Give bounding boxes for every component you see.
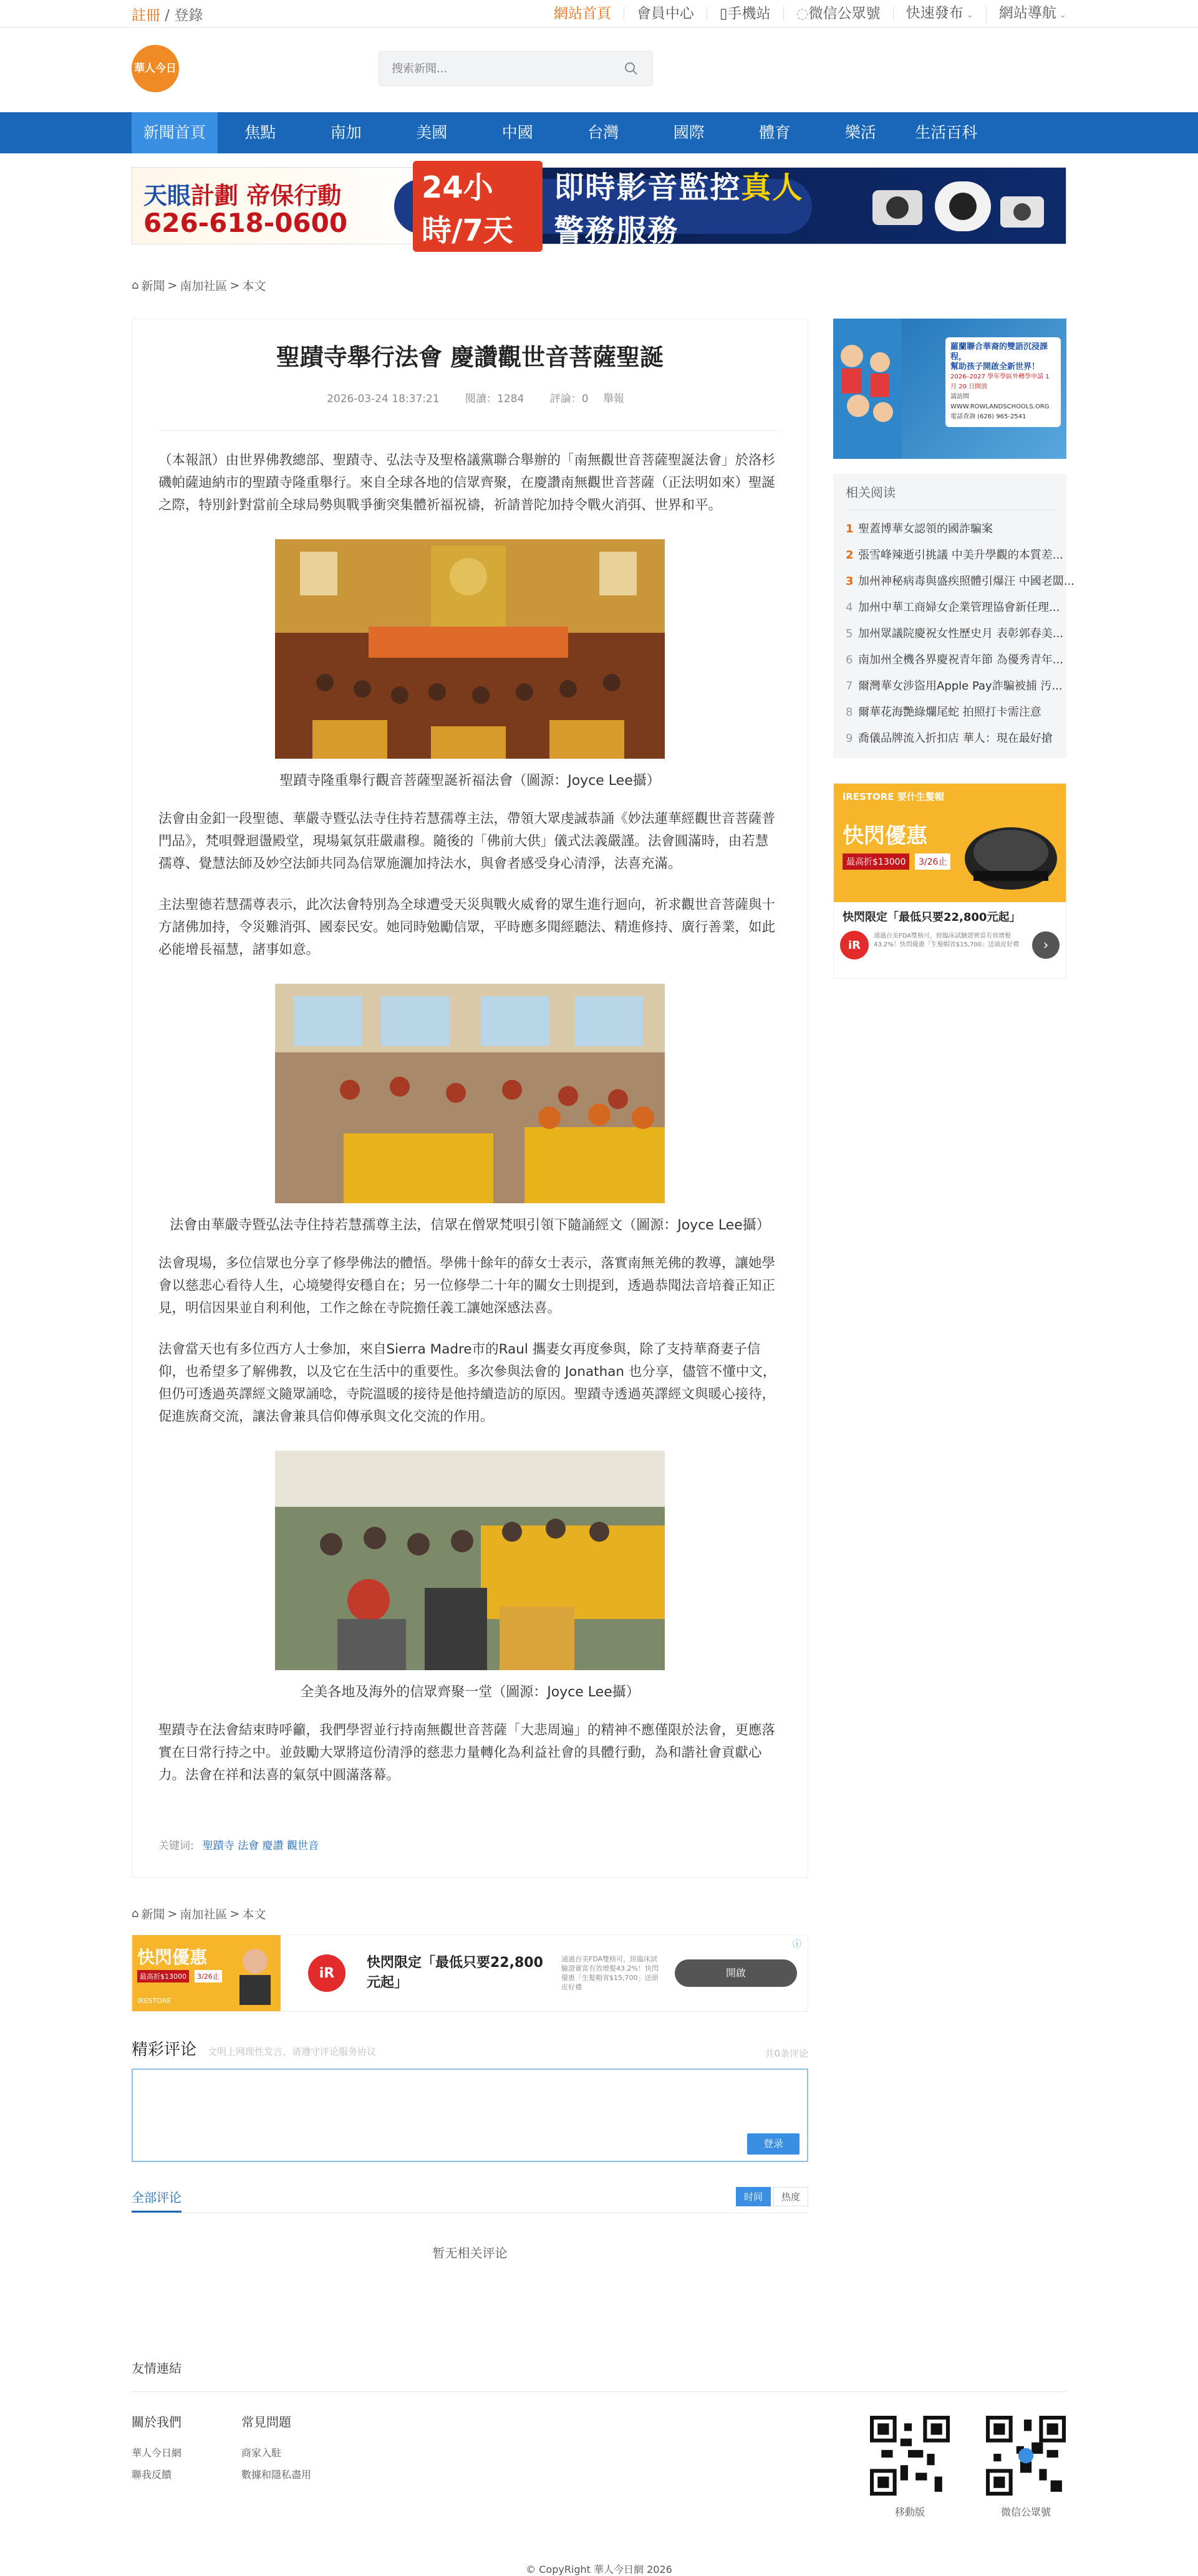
article-title: 聖蹟寺舉行法會 慶讚觀世音菩薩聖誕 <box>276 344 664 371</box>
arrow-right-icon[interactable]: › <box>1032 931 1060 959</box>
breadcrumb-sep: > <box>229 1906 240 1921</box>
nav-socal[interactable]: 南加 <box>330 123 362 142</box>
banner-brand-a: 天眼 <box>143 181 191 209</box>
wechat-icon: ◌ <box>796 6 809 22</box>
article-paragraph: 法會現場，多位信眾也分享了修學佛法的體悟。學佛十餘年的薛女士表示，落實南無羌佛的教導，讓她學會以慈悲心看待人生，心境變得安穩自在；另一位修學二十年的關女士則提到，透過恭聞法音培養正知正見，明信因果並自利利他，工作之餘在寺院擔任義工讓她深感法喜。 <box>158 1256 776 1316</box>
figure-caption: 聖蹟寺隆重舉行觀音菩薩聖誕祈福法會（圖源：Joyce Lee攝） <box>279 773 660 789</box>
footer-link[interactable]: 華人今日網 <box>132 2447 182 2459</box>
related-title: 相关阅读 <box>846 483 1054 510</box>
sort-time-tab[interactable]: 时间 <box>736 2187 771 2206</box>
rank-number: 4 <box>846 601 853 614</box>
article-paragraph: 主法聖德若慧孺尊表示，此次法會特別為全球遭受天災與戰火威脅的眾生進行迴向，祈求觀世音菩薩與十方諸佛加持，令災難消弭、國泰民安。她同時勉勵信眾，平時應多聞經聽法、精進修持、廣行善業，如此必能增長福慧，諸事如意。 <box>158 897 776 958</box>
rank-number: 1 <box>846 522 854 536</box>
breadcrumb-current: 本文 <box>242 279 266 293</box>
comment-login-button[interactable]: 登录 <box>747 2133 799 2155</box>
related-item[interactable] <box>846 598 1060 615</box>
related-item[interactable] <box>846 625 1063 641</box>
wechat-link[interactable] <box>784 7 894 21</box>
comment-hint: 文明上网理性发言，请遵守评论服务协议 <box>208 2046 377 2057</box>
top-links <box>541 6 1066 22</box>
breadcrumb-sep: > <box>167 278 178 292</box>
related-item-label: 加州中華工商婦女企業管理協會新任理... <box>858 601 1060 614</box>
side-ad2-flash: 快閃優惠 <box>843 824 927 848</box>
figure-caption: 法會由華嚴寺暨弘法寺住持若慧孺尊主法，信眾在僧眾梵唄引領下隨誦經文（圖源：Joyce Lee攝） <box>170 1218 770 1233</box>
related-item-label: 加州眾議院慶祝女性歷史月 表彰郭春美... <box>858 627 1063 640</box>
related-item[interactable] <box>846 677 1063 693</box>
sidebar <box>833 319 1075 1878</box>
side-ad-line: 2026–2027 學年學區外轉學申請 1 月 20 日開放 <box>950 373 1050 390</box>
home-icon: ⌂ <box>132 1907 139 1920</box>
phone-icon: ▯ <box>719 6 728 22</box>
report-link[interactable]: 舉報 <box>602 393 624 405</box>
related-item[interactable] <box>846 520 1054 536</box>
search-input[interactable] <box>379 52 604 85</box>
article-paragraph: （本報訊）由世界佛教總部、聖蹟寺、弘法寺及聖格議黨聯合舉辦的「南無觀世音菩薩聖誕法會」於洛杉磯帕薩迪納市的聖蹟寺隆重舉行。來自全球各地的信眾齊聚，在慶讚南無觀世音菩薩（正法明如來）聖誕之際，特別針對當前全球局勢與戰爭衝突集體祈福祝禱，祈請普陀加持令戰火消弭、世界和平。 <box>158 453 776 513</box>
related-item[interactable] <box>846 546 1063 562</box>
banner-phone: 626-618-0600 <box>143 208 348 238</box>
mobile-site-label: 手機站 <box>727 6 771 22</box>
member-center-link[interactable]: 會員中心 <box>624 7 707 21</box>
article-views: 閱讀：1284 <box>465 393 524 405</box>
breadcrumb-sep: > <box>229 278 240 292</box>
irestore-logo: iR <box>308 1954 345 1992</box>
no-comments: 暂无相关评论 <box>432 2246 508 2261</box>
nav-sports[interactable]: 體育 <box>759 123 791 142</box>
banner-service-b: 真人 <box>741 170 804 205</box>
header <box>132 27 1066 112</box>
article-paragraph: 法會由金釦一段聖德、華嚴寺暨弘法寺住持若慧孺尊主法，帶領大眾虔誠恭誦《妙法蓮華經觀世音菩薩普門品》，梵唄聲迴盪殿堂，現場氣氛莊嚴肅穆。隨後的「佛前大供」儀式法義嚴謹。法會圓滿時，由若慧孺尊、覺慧法師及妙空法師共同為信眾施灑加持法水，與會者感受身心清淨，法喜充滿。 <box>158 811 776 872</box>
banner-brand <box>143 176 341 211</box>
quick-publish-label: 快速發布 <box>906 4 964 21</box>
quick-publish-dropdown[interactable] <box>894 6 987 22</box>
rank-number: 6 <box>846 653 853 666</box>
comment-input[interactable] <box>132 2069 808 2162</box>
nav-focus[interactable]: 焦點 <box>244 123 276 142</box>
article-figure <box>158 1451 781 1701</box>
mobile-site-link[interactable] <box>707 7 784 21</box>
rank-number: 2 <box>846 549 854 562</box>
footer-col-title: 關於我們 <box>132 2415 181 2429</box>
related-item-label: 張雪峰辣逝引挑議 中美升學觀的本質差... <box>858 549 1063 562</box>
top-banner-ad[interactable] <box>132 167 1066 248</box>
site-nav-label: 網站導航 <box>998 4 1056 21</box>
all-comments-header <box>132 2187 808 2213</box>
related-item[interactable] <box>846 703 1054 719</box>
all-comments-tab[interactable]: 全部评论 <box>132 2188 181 2213</box>
related-item[interactable] <box>846 572 1075 589</box>
figure-caption: 全美各地及海外的信眾齊聚一堂（圖源：Joyce Lee攝） <box>300 1684 640 1700</box>
open-ad-button[interactable]: 開啟 <box>675 1959 797 1987</box>
article-figure <box>158 539 781 789</box>
related-item-label: 聖蓋博華女認領的國詐騙案 <box>858 522 993 536</box>
search-icon[interactable] <box>624 61 639 76</box>
nav-china[interactable]: 中國 <box>501 123 533 142</box>
qr-label: 移動版 <box>894 2506 925 2518</box>
rank-number: 3 <box>846 575 854 588</box>
article-date: 2026-03-24 18:37:21 <box>327 393 440 405</box>
side-ad-line: 電話查詢 (626) 965-2541 <box>950 413 1027 420</box>
article-paragraph: 聖蹟寺在法會結束時呼籲，我們學習並行持南無觀世音菩薩「大悲周遍」的精神不應僅限於法會，更應落實在日常行持之中。並鼓勵大眾將這份清淨的慈悲力量轉化為利益社會的具體行動，為和諧社會貢獻心力。法會在祥和法喜的氣氛中圓滿落幕。 <box>158 1723 776 1783</box>
ceremony-photo <box>275 539 665 759</box>
banner-service <box>394 170 812 248</box>
keyword-links[interactable]: 聖蹟寺 法會 慶讚 觀世音 <box>202 1840 319 1852</box>
nav-news-home[interactable]: 新聞首頁 <box>132 112 218 153</box>
bottom-ad-date: 3/26止 <box>195 1970 222 1982</box>
article-comments: 評論：0 <box>549 393 589 405</box>
copyright: © CopyRight 華人今日網 2026 <box>526 2564 672 2575</box>
rank-number: 9 <box>846 732 853 745</box>
top-bar <box>0 0 1198 27</box>
rank-number: 7 <box>846 680 853 693</box>
bottom-ad-brand: iRESTORE <box>137 1997 171 2005</box>
bottom-ad-flash: 快閃優惠 <box>137 1947 208 1968</box>
side-ad-text <box>945 337 1061 427</box>
bottom-ad-image <box>132 1935 281 2011</box>
side-ad2-body: 通過台美FDA雙核可，經臨床試驗證實當有效增髮43.2%！快閃優惠「生髮帽省$15,700」送頭皮好禮 <box>874 933 1020 948</box>
banner-hours: 24小時/7天 <box>413 161 543 252</box>
chevron-down-icon: ⌄ <box>963 9 973 20</box>
person-image <box>233 1943 277 2005</box>
side-ad-school[interactable] <box>833 319 1066 459</box>
related-item[interactable] <box>846 651 1063 667</box>
qr-wechat <box>986 2416 1066 2519</box>
footer-link[interactable]: 聯我反饋 <box>132 2469 172 2481</box>
related-item-label: 喬儀品牌流入折扣店 華人：現在最好搶 <box>858 732 1053 745</box>
comment-section <box>132 2037 808 2162</box>
keywords-label: 关键词: <box>158 1840 194 1852</box>
rank-number: 5 <box>846 627 853 640</box>
breadcrumb <box>132 277 1066 294</box>
camera-image <box>866 178 1053 235</box>
qr-code-icon <box>986 2416 1066 2496</box>
side-ad-irestore[interactable] <box>833 783 1066 979</box>
bottom-ad-body: 通過台美FDA雙核可，經臨床試驗證實當有效增髮43.2%！快閃優惠「生髮帽省$15,700」送頭皮好禮 <box>561 1955 659 1991</box>
footer <box>132 2412 1066 2524</box>
article <box>132 319 808 1878</box>
nav-taiwan[interactable]: 台灣 <box>587 123 619 142</box>
ad-info-icon[interactable]: ⓘ <box>793 1939 801 1949</box>
breadcrumb-section[interactable]: 南加社區 <box>180 1908 228 1921</box>
auth-separator: / <box>160 7 175 24</box>
comment-title: 精彩评论 <box>132 2040 197 2059</box>
breadcrumb-sep: > <box>167 1906 178 1921</box>
irestore-logo: iR <box>840 931 869 959</box>
qr-mobile <box>870 2416 950 2519</box>
article-meta <box>158 390 781 431</box>
helmet-image <box>961 809 1061 890</box>
site-logo[interactable]: 華人今日 <box>132 45 179 92</box>
search-box <box>379 51 653 86</box>
site-home-link[interactable]: 網站首頁 <box>541 7 624 21</box>
breadcrumb-current: 本文 <box>242 1908 266 1921</box>
register-link[interactable]: 註冊 <box>132 7 160 24</box>
friend-links-title: 友情連結 <box>132 2358 1066 2392</box>
related-item-label: 爾華花海艷綠爛尾蛇 拍照打卡需注意 <box>858 706 1041 719</box>
chevron-down-icon: ⌄ <box>1056 9 1066 20</box>
banner-brand-b: 計劃 帝保行動 <box>191 181 342 209</box>
sort-hot-tab[interactable]: 热度 <box>773 2187 808 2206</box>
breadcrumb-section[interactable]: 南加社區 <box>180 279 228 293</box>
site-nav-dropdown[interactable] <box>987 6 1066 22</box>
auth-links <box>132 4 203 24</box>
home-icon: ⌂ <box>132 279 139 292</box>
chanting-photo <box>275 984 665 1203</box>
bottom-ad-price: 最高折$13000 <box>137 1970 189 1982</box>
banner-service-a: 即時影音監控 <box>554 170 742 205</box>
article-figure <box>158 984 781 1234</box>
related-item-label: 加州神秘病毒與盛疾照體引爆汪 中國老闆... <box>858 575 1075 588</box>
bottom-ad-title: 快閃限定「最低只要22,800元起」 <box>367 1955 543 1991</box>
nav-usa[interactable]: 美國 <box>416 123 448 142</box>
related-reading <box>833 474 1075 758</box>
qr-code-icon <box>870 2416 950 2496</box>
side-ad-line: 幫助孩子開啟全新世界！ <box>950 362 1040 372</box>
related-item-label: 爾灣華女涉盜用Apple Pay詐騙被捕 汚... <box>858 680 1063 693</box>
keywords <box>158 1837 781 1852</box>
rank-number: 8 <box>846 706 853 719</box>
breadcrumb-home[interactable]: 新聞 <box>141 279 165 293</box>
nav-lifestyle[interactable]: 樂活 <box>844 123 876 142</box>
footer-col-title: 常見問題 <box>241 2415 291 2429</box>
login-link[interactable]: 登錄 <box>174 7 203 24</box>
worshippers-photo <box>275 1451 665 1670</box>
nav-international[interactable]: 國際 <box>673 123 705 142</box>
side-ad-photo <box>833 319 902 459</box>
bottom-ad[interactable] <box>132 1934 808 2012</box>
nav-life-wiki[interactable]: 生活百科 <box>915 123 978 142</box>
side-ad2-image <box>834 784 1066 902</box>
related-item-label: 南加州全機各界慶祝青年節 為優秀青年... <box>858 653 1063 666</box>
side-ad2-date: 3/26止 <box>915 853 950 870</box>
qr-label: 微信公眾號 <box>1000 2506 1051 2518</box>
wechat-label: 微信公眾號 <box>808 6 881 22</box>
side-ad-line: 請訪問 WWW.ROWLANDSCHOOLS.ORG <box>950 393 1050 410</box>
side-ad2-title: 快閃限定「最低只要22,800元起」 <box>843 911 1021 924</box>
main-nav <box>0 112 1198 153</box>
banner-service-c: 警務服務 <box>554 213 679 248</box>
banner-service-text <box>554 163 812 249</box>
related-item[interactable] <box>846 729 1054 746</box>
side-ad2-price: 最高折$13000 <box>843 853 909 870</box>
footer-link[interactable]: 商家入駐 <box>241 2447 282 2459</box>
breadcrumb-home[interactable]: 新聞 <box>141 1908 165 1921</box>
article-paragraph: 法會當天也有多位西方人士參加，來自Sierra Madre市的Raul 攜妻女再度參與，除了支持華裔妻子信仰，也希望多了解佛教，以及它在生活中的重要性。多次參與法會的 Jonathan 也分享，儘管不懂中文，但仍可透過英譯經文隨眾誦唸，寺院溫暖的接待是他持續造訪的原因。聖蹟寺透過英譯經文與暖心接待，促進族裔交流，讓法會兼具信仰傳承與文化交流的作用。 <box>158 1342 776 1425</box>
comment-count: 共0条评论 <box>765 2048 808 2059</box>
footer-link[interactable]: 數據和隱私盡用 <box>241 2469 312 2481</box>
side-ad2-brand: iRESTORE 要什生髮帽 <box>843 791 944 802</box>
breadcrumb <box>132 1905 1066 1922</box>
side-ad-line: 羅蘭聯合華裔的雙語沉浸課程， <box>950 342 1048 362</box>
